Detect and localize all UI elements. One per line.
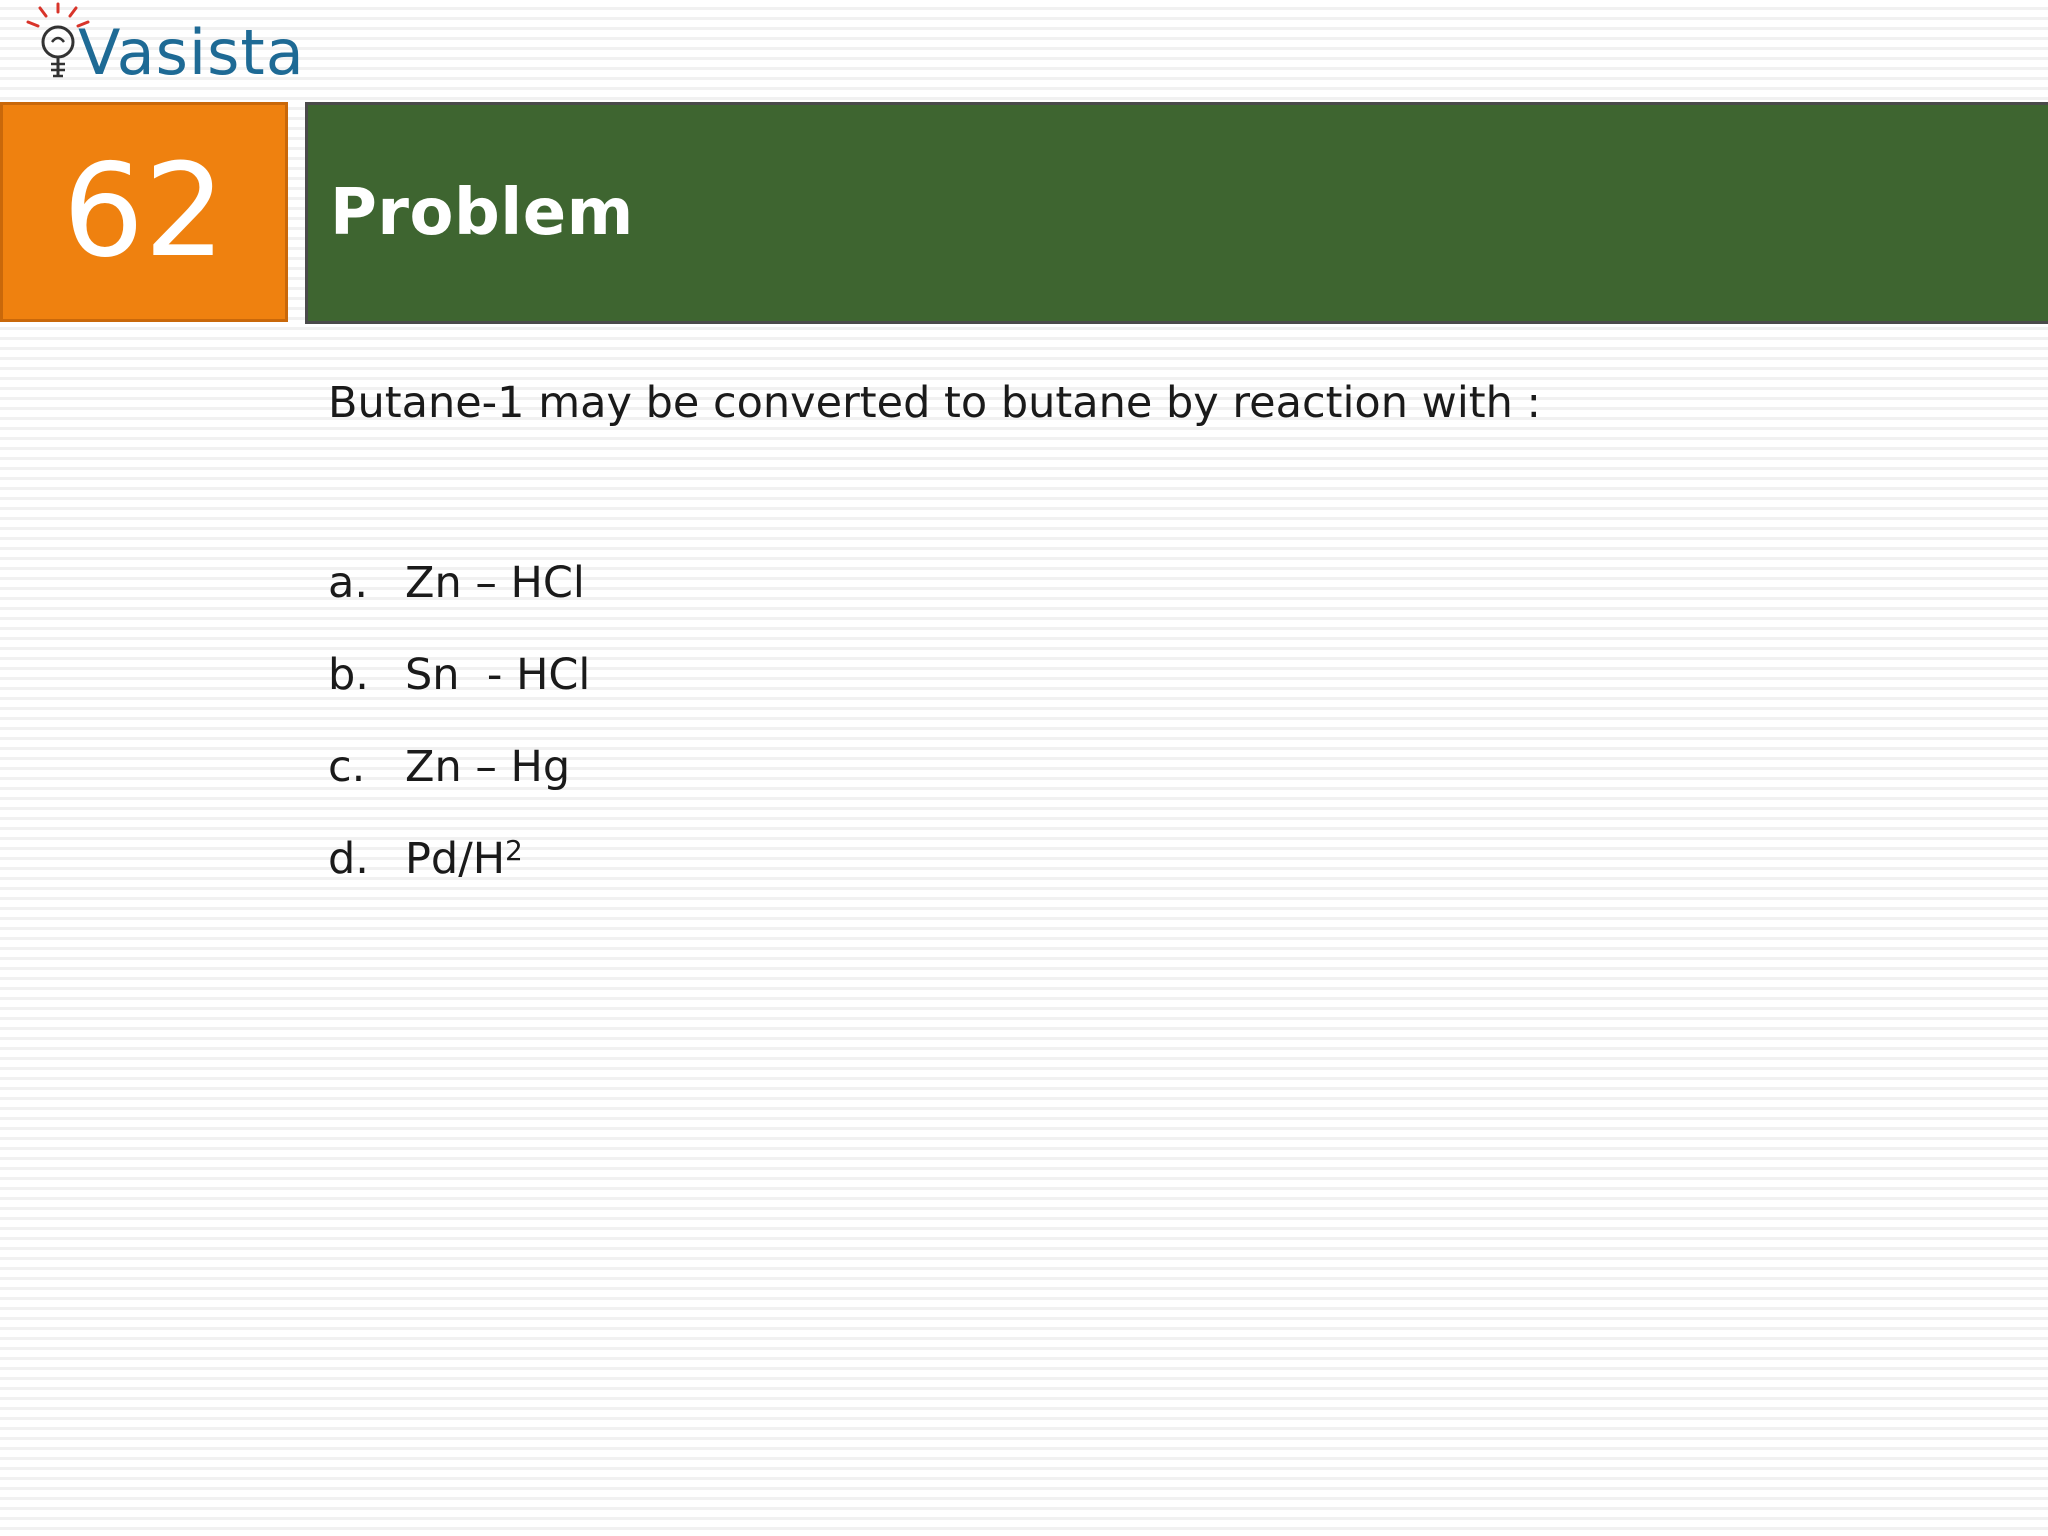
slide-number-box (0, 102, 288, 322)
slide-number: 62 (62, 137, 226, 286)
option-a (328, 558, 590, 650)
option-text: Zn – HCl (405, 558, 585, 608)
option-text: Pd/H (405, 834, 506, 884)
option-subscript: 2 (505, 834, 523, 867)
option-text: Zn – Hg (405, 742, 571, 792)
option-marker: c. (328, 742, 366, 792)
option-b (328, 650, 590, 742)
title-bar (305, 102, 2048, 324)
option-marker: b. (328, 650, 369, 700)
slide-title: Problem (330, 176, 634, 250)
option-marker: a. (328, 558, 369, 608)
question-text: Butane-1 may be converted to butane by reaction with : (328, 378, 1542, 428)
option-marker: d. (328, 834, 369, 884)
logo-text: Vasista (78, 16, 305, 89)
option-c (328, 742, 590, 834)
answer-options (328, 558, 590, 926)
option-text: Sn - HCl (405, 650, 591, 700)
brand-logo (18, 2, 305, 98)
option-d (328, 834, 590, 926)
